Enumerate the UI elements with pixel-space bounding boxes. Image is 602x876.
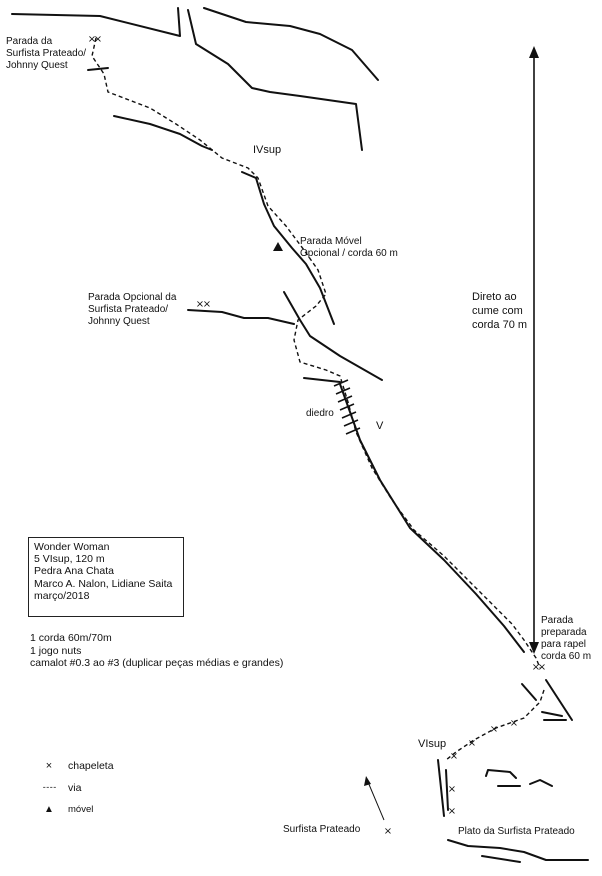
ledge-optional-stop (188, 310, 294, 324)
label-dihedral: diedro (306, 408, 334, 419)
bolt-icon: × (93, 34, 103, 45)
crack-lower-1 (522, 684, 536, 700)
bolt-icon: × (489, 724, 499, 735)
bolt-icon: × (87, 34, 97, 45)
triangle-icon (273, 242, 283, 251)
rock-line-ledge-2 (114, 116, 212, 150)
route-location: Pedra Ana Chata (34, 565, 114, 578)
label-optional-stop: Parada Opcional da Surfista Prateado/ Johnny Quest (88, 292, 177, 327)
crack-lower-3 (542, 712, 562, 716)
rock-plateau-1 (486, 770, 516, 778)
label-grade-v: V (376, 420, 384, 432)
gear-item: camalot #0.3 ao #3 (duplicar peças médias e grandes) (30, 657, 284, 669)
bolt-icon: × (447, 784, 457, 795)
bolt-icon: × (509, 718, 519, 729)
bolt-icon: × (537, 662, 547, 673)
rock-plateau-2 (530, 780, 552, 786)
rock-line-top-3 (204, 8, 378, 80)
label-surfista-prateado: Surfista Prateado (283, 824, 361, 835)
gear-item: 1 jogo nuts (30, 644, 82, 657)
route-date: março/2018 (34, 589, 90, 602)
bolt-icon: × (45, 760, 53, 772)
direct-top-arrow (529, 46, 539, 654)
bolt-icon: × (447, 806, 457, 817)
ledge-dihedral-top (304, 378, 340, 382)
bolt-icon: × (195, 299, 205, 310)
bolt-icon: × (449, 751, 459, 762)
label-rappel-stop: Parada preparada para rapel corda 60 m (541, 615, 592, 662)
dihedral-hatching (334, 380, 360, 434)
rock-bottom (448, 840, 588, 860)
route-authors: Marco A. Nalon, Lidiane Saita (34, 577, 173, 590)
rock-line-ledge-1 (88, 68, 108, 70)
label-mobile-stop: Parada Móvel Opcional / corda 60 m (300, 236, 398, 259)
surfista-arrow (364, 776, 384, 820)
label-grade-ivsup: IVsup (253, 144, 282, 156)
bolt-icon: × (531, 662, 541, 673)
rock-line-top-1 (12, 8, 180, 36)
triangle-icon: ▲ (44, 804, 54, 815)
crack-visup-1 (438, 760, 444, 816)
bolt-icon: × (467, 738, 477, 749)
label-direct-top: Direto ao cume com corda 70 m (472, 291, 528, 331)
bolt-icon: × (383, 826, 393, 837)
label-grade-visup: VIsup (418, 738, 447, 750)
rock-line-top-2 (188, 10, 362, 150)
route-line-icon: - - - - (42, 782, 56, 792)
rock-bottom-2 (482, 856, 520, 862)
route-grade: 5 VIsup, 120 m (34, 553, 105, 566)
route-info-box (28, 537, 184, 617)
bolt-icon: × (202, 299, 212, 310)
label-top-stop: Parada da Surfista Prateado/ Johnny Quest (6, 36, 87, 71)
label-plateau: Plato da Surfista Prateado (458, 826, 575, 837)
gear-list (30, 632, 283, 670)
crack-mid (284, 292, 382, 380)
crack-main (340, 384, 524, 652)
gear-item: 1 corda 60m/70m (30, 632, 112, 644)
route-name: Wonder Woman (34, 541, 110, 553)
bolts (88, 34, 546, 837)
